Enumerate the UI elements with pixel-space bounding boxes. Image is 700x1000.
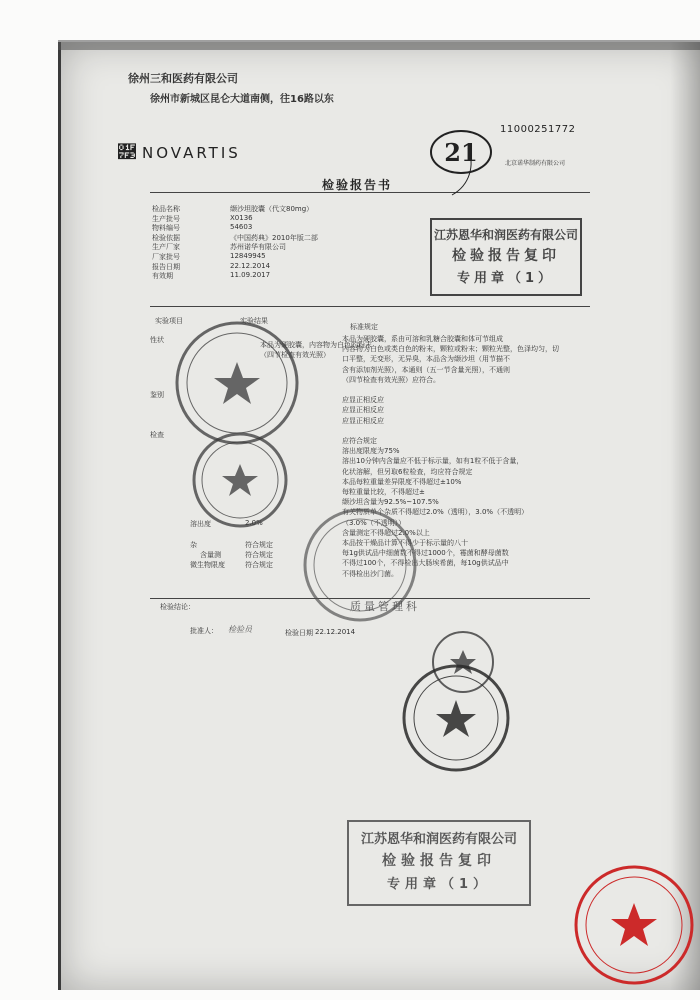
info-value: 《中国药典》2010年版二部	[230, 233, 318, 242]
standard-line: 口平整，无变形，无异臭，本品含为缬沙坦（用节描不	[342, 355, 510, 364]
row-impurity-value: 符合规定	[245, 541, 273, 549]
report-title: 检验报告书	[322, 178, 393, 192]
row-dissolution-value: 2.0%	[245, 519, 263, 527]
info-label: 检验依据	[152, 233, 180, 242]
novartis-logo-icon: 🟳	[118, 142, 136, 163]
info-value: 苏州诺华有限公司	[230, 243, 286, 252]
row-impurity-label: 杂	[190, 541, 197, 549]
standard-line: 本品每粒重量差异限度不得超过±10%	[342, 477, 462, 486]
standard-line: 溶出10分钟内含量应不低于标示量，如有1粒不低于含量，	[342, 457, 524, 466]
info-label: 检品名称	[152, 205, 180, 213]
header-address: 徐州市新城区昆仑大道南侧，往16路以东	[150, 94, 334, 105]
info-value: 54603	[230, 223, 253, 232]
standard-line: 本品为硬胶囊，系由可溶和乳糖合胶囊和体可节组成	[342, 335, 503, 343]
standard-line: 含量测定不得超过2.0%以上	[342, 528, 430, 537]
result-line-1: 本品为硬胶囊，内容物为白色的粉末	[260, 341, 372, 349]
qc-department: 质量管理科	[350, 600, 420, 613]
conclusion-label: 检验结论：	[160, 603, 195, 611]
standard-line: 内容物为白色或类白色的粉末，颗粒或粉末；颗粒光整，色泽均匀，切	[342, 345, 559, 354]
stamp-top-company: 江苏恩华和润医药有限公司	[433, 228, 578, 242]
stamp-top-subtitle: 专用章（1）	[456, 271, 556, 286]
row-micro-value: 符合规定	[245, 561, 273, 569]
info-value: 缬沙坦胶囊（代文80mg）	[230, 205, 314, 213]
info-label: 有效期	[152, 272, 173, 281]
stamp-bottom-title: 检验报告复印	[382, 853, 496, 869]
stamp-bottom-subtitle: 专用章（1）	[386, 877, 492, 892]
standard-line: 应显正相反应	[342, 396, 384, 405]
seal-left-lower	[194, 434, 286, 526]
stamp-bottom-company: 江苏恩华和润医药有限公司	[360, 832, 517, 847]
pen-stroke	[452, 148, 471, 195]
standard-line: 溶出度限度为75%	[342, 447, 400, 456]
standard-line: 不得过100个，不得检出大肠埃希菌，每10g供试品中	[342, 559, 509, 568]
standard-line: 应显正相反应	[342, 416, 384, 425]
standard-line: 每1g供试品中细菌数不得过1000个，霉菌和酵母菌数	[342, 549, 509, 558]
info-label: 生产厂家	[152, 243, 180, 252]
row-label-appearance: 性状	[150, 336, 164, 344]
seal-red-corner	[576, 867, 692, 983]
col-header-result: 实验结果	[240, 317, 268, 325]
row-micro-label: 微生物限度	[190, 561, 225, 569]
document-number: 11000251772	[500, 124, 576, 135]
row-assay-value: 符合规定	[245, 551, 273, 559]
result-line-2: （四节检查有效光照）	[260, 351, 330, 359]
standard-line: 化状溶解，但另取6粒检查，均应符合规定	[342, 467, 473, 476]
standard-line: 应显正相反应	[342, 406, 384, 415]
seal-middle	[305, 510, 415, 620]
seal-bottom-right	[404, 666, 508, 770]
info-value: 22.12.2014	[230, 261, 271, 270]
standard-line: 含有添加剂光照），本通则（五一节含量光照），不通则	[342, 365, 510, 374]
check-date-label: 检验日期	[285, 629, 313, 637]
check-date-value: 22.12.2014	[315, 628, 356, 636]
col-header-standard: 标准规定	[350, 323, 378, 331]
handwritten-number: 21	[444, 138, 478, 167]
issuer-name: 北京诺华制药有限公司	[505, 160, 566, 167]
approver-label: 批准人：	[190, 627, 218, 635]
standard-line: （3.0%（不透明））	[342, 518, 406, 527]
header-company: 徐州三和医药有限公司	[128, 72, 238, 85]
row-dissolution-label: 溶出度	[190, 520, 211, 528]
info-label: 报告日期	[152, 262, 180, 271]
logo-text: NOVARTIS	[142, 144, 241, 162]
seal-left-upper	[177, 323, 297, 443]
row-label-tests: 检查	[150, 431, 164, 439]
standard-line: 缬沙坦含量为92.5%~107.5%	[342, 498, 439, 507]
standard-line: 应符合规定	[342, 437, 377, 445]
row-assay-label: 含量测	[200, 551, 221, 559]
info-value: 11.09.2017	[230, 271, 271, 280]
seal-small-right	[433, 632, 493, 692]
col-header-item: 实验项目	[155, 317, 183, 325]
standard-line: 不得检出沙门菌。	[342, 569, 398, 578]
info-label: 生产批号	[152, 214, 180, 223]
info-value: 12849945	[230, 252, 266, 260]
standard-line: （四节检查有效光照）应符合。	[342, 375, 440, 384]
standard-line: 有关物质单个杂质不得超过2.0%（透明），3.0%（不透明）	[342, 508, 529, 517]
info-value: X0136	[230, 213, 253, 222]
standard-line: 本品按干燥品计算不得少于标示量的八十	[342, 539, 468, 547]
stamp-top-title: 检验报告复印	[452, 248, 560, 264]
approver-signature: 检验员	[228, 625, 252, 634]
row-label-identification: 鉴别	[150, 391, 164, 399]
info-label: 厂家批号	[152, 253, 180, 261]
standard-line: 每粒重量比较，不得超过±	[342, 488, 425, 496]
info-label: 物料编号	[152, 224, 180, 233]
